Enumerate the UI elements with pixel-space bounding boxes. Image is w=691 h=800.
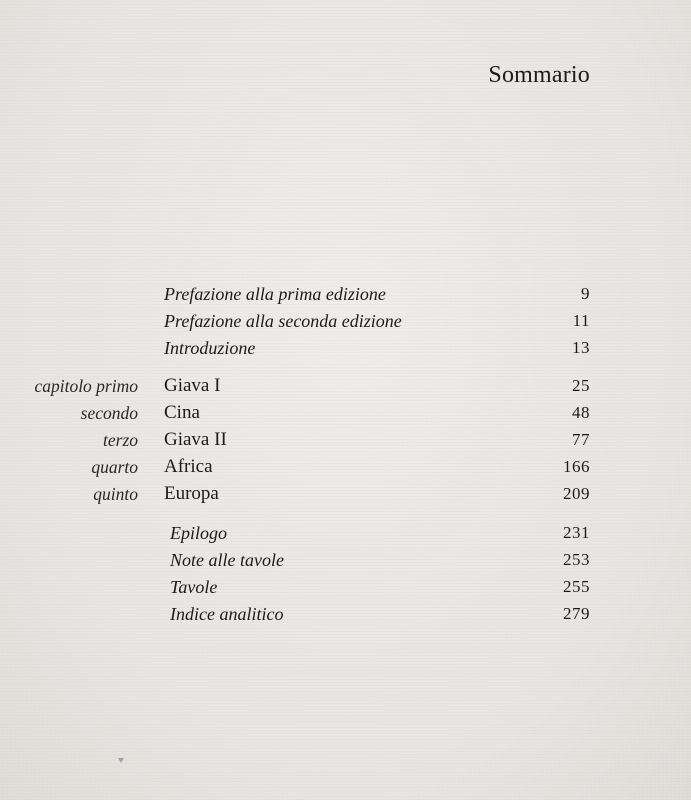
toc-row-back-3 bbox=[0, 573, 691, 601]
toc-row-chapter-2 bbox=[0, 399, 691, 427]
toc-row-back-2 bbox=[0, 546, 691, 574]
toc-page-number: 231 bbox=[563, 523, 590, 542]
toc-row-back-1 bbox=[0, 519, 691, 547]
toc-entry-label: Africa bbox=[164, 456, 213, 477]
toc-page-number: 9 bbox=[581, 284, 590, 303]
chapter-ordinal: capitolo primo bbox=[34, 376, 138, 396]
toc-page-number: 255 bbox=[563, 577, 590, 596]
toc-page-number: 48 bbox=[572, 403, 590, 422]
toc-row-chapter-5 bbox=[0, 480, 691, 508]
toc-page-number: 166 bbox=[563, 457, 590, 476]
toc-row-chapter-3 bbox=[0, 426, 691, 454]
toc-entry-label: Tavole bbox=[170, 577, 218, 597]
toc-page-number: 209 bbox=[563, 484, 590, 503]
paper-speck bbox=[118, 758, 124, 763]
toc-page-number: 253 bbox=[563, 550, 590, 569]
toc-entry-label: Giava I bbox=[164, 375, 221, 396]
chapter-ordinal: terzo bbox=[103, 430, 138, 450]
toc-entry-label: Introduzione bbox=[164, 338, 256, 358]
chapter-ordinal: quinto bbox=[93, 484, 138, 504]
toc-entry-label: Prefazione alla seconda edizione bbox=[164, 311, 402, 331]
toc-entry-label: Cina bbox=[164, 402, 200, 423]
toc-page-number: 13 bbox=[572, 338, 590, 357]
toc-row-front-1 bbox=[0, 280, 691, 308]
toc-entry-label: Europa bbox=[164, 483, 219, 504]
chapter-ordinal: quarto bbox=[91, 457, 138, 477]
chapter-ordinal: secondo bbox=[80, 403, 138, 423]
toc-row-chapter-1 bbox=[0, 372, 691, 400]
toc-page-number: 279 bbox=[563, 604, 590, 623]
toc-row-chapter-4 bbox=[0, 453, 691, 481]
toc-entry-label: Giava II bbox=[164, 429, 227, 450]
page-title: Sommario bbox=[488, 62, 590, 88]
toc-row-front-3 bbox=[0, 334, 691, 362]
toc-entry-label: Note alle tavole bbox=[170, 550, 284, 570]
toc-row-front-2 bbox=[0, 307, 691, 335]
toc-row-back-4 bbox=[0, 600, 691, 628]
toc-page-number: 11 bbox=[572, 311, 590, 330]
toc-entry-label: Epilogo bbox=[170, 523, 227, 543]
toc-page-number: 25 bbox=[572, 376, 590, 395]
toc-entry-label: Indice analitico bbox=[170, 604, 284, 624]
toc-page-number: 77 bbox=[572, 430, 590, 449]
toc-entry-label: Prefazione alla prima edizione bbox=[164, 284, 386, 304]
